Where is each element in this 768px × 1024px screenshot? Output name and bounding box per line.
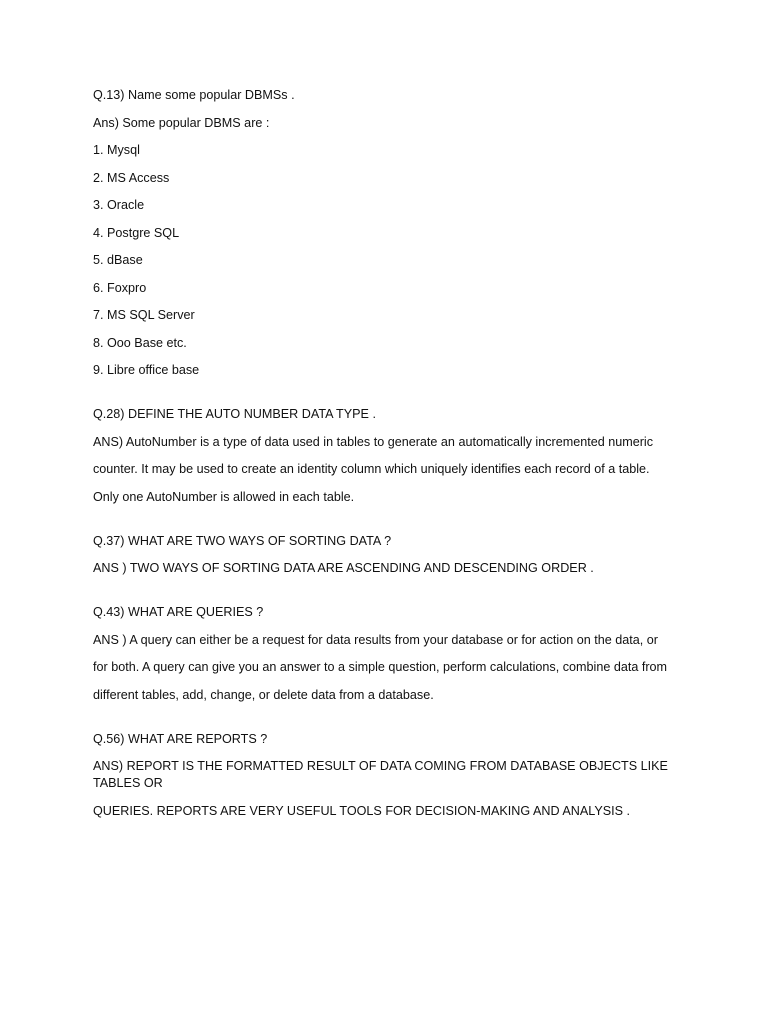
qa-section-reports <box>93 731 683 820</box>
answer-line: ANS) REPORT IS THE FORMATTED RESULT OF DATA COMING FROM DATABASE OBJECTS LIKE TABLES OR <box>93 759 668 790</box>
answer-line: ANS) AutoNumber is a type of data used in tables to generate an automatically incremented numeric <box>93 434 654 449</box>
list-item: 2. MS Access <box>93 170 170 185</box>
answer-line: ANS ) TWO WAYS OF SORTING DATA ARE ASCENDING AND DESCENDING ORDER . <box>93 561 594 575</box>
answer-line: Ans) Some popular DBMS are : <box>93 115 270 130</box>
answer-line: Only one AutoNumber is allowed in each table. <box>93 489 355 504</box>
list-item: 8. Ooo Base etc. <box>93 335 187 350</box>
list-item: 6. Foxpro <box>93 280 147 295</box>
answer-line: counter. It may be used to create an identity column which uniquely identifies each record of a table. <box>93 462 650 476</box>
list-item: 5. dBase <box>93 253 143 267</box>
qa-section-autonumber <box>93 406 683 506</box>
answer-line: different tables, add, change, or delete data from a database. <box>93 687 434 702</box>
question-heading: Q.43) WHAT ARE QUERIES ? <box>93 605 264 619</box>
question-heading: Q.28) DEFINE THE AUTO NUMBER DATA TYPE . <box>93 407 376 421</box>
list-item: 3. Oracle <box>93 198 145 212</box>
list-item: 7. MS SQL Server <box>93 308 195 322</box>
question-heading: Q.13) Name some popular DBMSs . <box>93 88 295 102</box>
question-heading: Q.56) WHAT ARE REPORTS ? <box>93 731 268 746</box>
qa-section-sorting <box>93 533 683 578</box>
qa-section-dbms <box>93 87 683 379</box>
answer-line: QUERIES. REPORTS ARE VERY USEFUL TOOLS FOR DECISION-MAKING AND ANALYSIS . <box>93 803 631 818</box>
document-content <box>93 87 683 847</box>
list-item: 1. Mysql <box>93 143 140 157</box>
list-item: 9. Libre office base <box>93 363 200 377</box>
answer-line: for both. A query can give you an answer to a simple question, perform calculations, combine data from <box>93 660 668 674</box>
list-item: 4. Postgre SQL <box>93 225 180 240</box>
question-heading: Q.37) WHAT ARE TWO WAYS OF SORTING DATA ? <box>93 533 392 548</box>
answer-line: ANS ) A query can either be a request for data results from your database or for action on the data, or <box>93 632 658 647</box>
qa-section-queries <box>93 604 683 704</box>
